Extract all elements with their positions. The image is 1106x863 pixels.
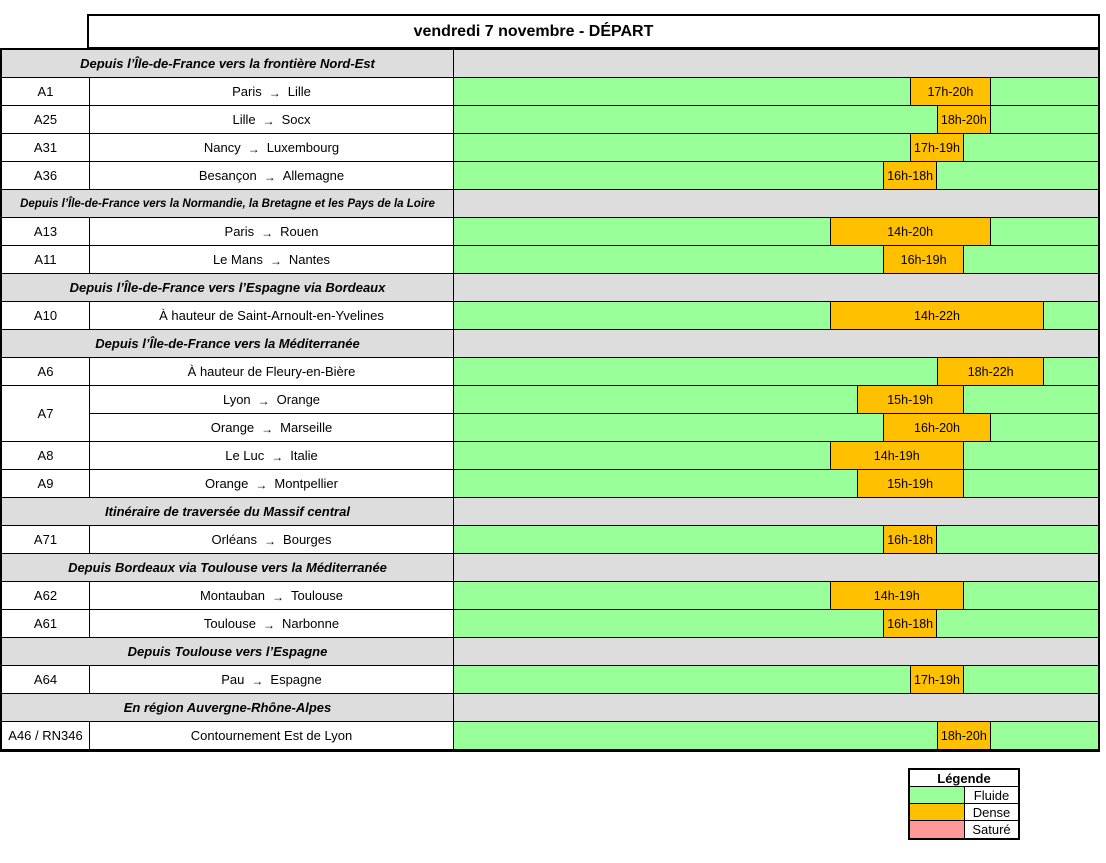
- road-lines: [90, 218, 1098, 246]
- road-line: [90, 582, 1098, 610]
- road-row: [2, 218, 1098, 246]
- route-arrow-icon: →: [272, 589, 284, 604]
- route-arrow-icon: →: [269, 253, 282, 268]
- road-lines: [90, 526, 1098, 554]
- road-code: A62: [2, 582, 90, 610]
- timeline-cell: [454, 722, 1098, 749]
- route-from-label: Lille: [232, 112, 256, 127]
- route-arrow-icon: →: [247, 141, 260, 156]
- route-arrow-icon: →: [263, 169, 276, 184]
- route-arrow-icon: →: [257, 393, 270, 408]
- road-lines: [90, 722, 1098, 750]
- road-code: A6: [2, 358, 90, 386]
- bar-time-label: 18h-20h: [940, 112, 987, 127]
- road-lines: [90, 78, 1098, 106]
- road-code: A25: [2, 106, 90, 134]
- route-from-label: Orange: [205, 476, 249, 491]
- road-row: [2, 246, 1098, 274]
- road-row: [2, 442, 1098, 470]
- route-cell: [90, 78, 454, 105]
- timeline-cell: [454, 666, 1098, 693]
- road-code: A13: [2, 218, 90, 246]
- route-arrow-icon: →: [262, 113, 275, 128]
- road-code: A1: [2, 78, 90, 106]
- route-cell: [90, 442, 454, 469]
- route-to-label: Socx: [281, 112, 311, 127]
- road-lines: [90, 302, 1098, 330]
- bar-time-label: 16h-19h: [900, 252, 947, 267]
- route-to-label: Narbonne: [281, 616, 340, 631]
- section-fill: [454, 638, 1098, 665]
- traffic-bar-dense: [857, 470, 964, 497]
- route-arrow-icon: →: [255, 477, 268, 492]
- section-fill: [454, 498, 1098, 525]
- section-title: Depuis l’Île-de-France vers la Normandie, la Bretagne et les Pays de la Loire: [2, 190, 454, 217]
- route-from-label: Paris: [224, 224, 255, 239]
- section-title: En région Auvergne-Rhône-Alpes: [2, 694, 454, 721]
- route-cell: [90, 722, 454, 749]
- legend-label-dense: Dense: [972, 804, 1011, 820]
- road-code: A36: [2, 162, 90, 190]
- legend-swatch-fluide: [910, 787, 965, 803]
- route-arrow-icon: →: [262, 617, 275, 632]
- traffic-table: [0, 48, 1100, 752]
- section-header-row: [2, 554, 1098, 582]
- route-to-label: Orange: [276, 392, 321, 407]
- road-code: A31: [2, 134, 90, 162]
- bar-time-label: 16h-18h: [887, 168, 934, 183]
- route-from-label: Toulouse: [203, 616, 256, 631]
- road-row: [2, 302, 1098, 330]
- route-cell: [90, 470, 454, 497]
- section-fill: [454, 190, 1098, 217]
- traffic-bar-dense: [937, 722, 991, 749]
- road-line: [90, 526, 1098, 554]
- road-line: [90, 666, 1098, 694]
- route-from-label: Orange: [210, 420, 255, 435]
- route-from-label: Le Mans: [212, 252, 263, 267]
- route-to-label: Montpellier: [274, 476, 338, 491]
- legend-rows: [910, 787, 1018, 838]
- traffic-bar-dense: [883, 162, 937, 189]
- section-header-row: [2, 190, 1098, 218]
- road-lines: [90, 246, 1098, 274]
- route-cell: [90, 162, 454, 189]
- route-cell: [90, 610, 454, 637]
- road-code: A9: [2, 470, 90, 498]
- section-fill: [454, 694, 1098, 721]
- road-code: A64: [2, 666, 90, 694]
- section-title: Depuis l’Île-de-France vers la Méditerranée: [2, 330, 454, 357]
- route-cell: [90, 358, 454, 385]
- road-lines: [90, 134, 1098, 162]
- route-arrow-icon: →: [251, 673, 264, 688]
- road-line: [90, 358, 1098, 386]
- route-to-label: Bourges: [283, 532, 332, 547]
- route-to-label: Luxembourg: [266, 140, 340, 155]
- road-line: [90, 134, 1098, 162]
- traffic-bar-dense: [830, 582, 964, 609]
- legend-item-fluide: [910, 787, 1018, 804]
- road-line: [90, 106, 1098, 134]
- route-label: À hauteur de Fleury-en-Bière: [187, 364, 356, 379]
- traffic-bar-dense: [883, 246, 964, 273]
- road-line: [90, 386, 1098, 414]
- route-to-label: Espagne: [270, 672, 322, 687]
- route-cell: [90, 246, 454, 273]
- legend: [908, 768, 1020, 840]
- road-lines: [90, 582, 1098, 610]
- timeline-cell: [454, 470, 1098, 497]
- traffic-bar-dense: [937, 106, 991, 133]
- route-from-label: Orléans: [211, 532, 258, 547]
- section-fill: [454, 330, 1098, 357]
- road-line: [90, 414, 1098, 442]
- road-line: [90, 610, 1098, 638]
- road-row: [2, 666, 1098, 694]
- road-line: [90, 470, 1098, 498]
- route-cell: [90, 218, 454, 245]
- bar-time-label: 16h-18h: [887, 532, 934, 547]
- road-lines: [90, 358, 1098, 386]
- route-label: Contournement Est de Lyon: [190, 728, 353, 743]
- road-row: [2, 582, 1098, 610]
- timeline-cell: [454, 106, 1098, 133]
- legend-title: Légende: [910, 770, 1018, 787]
- route-cell: [90, 526, 454, 553]
- timeline-cell: [454, 386, 1098, 413]
- route-from-label: Paris: [232, 84, 262, 99]
- route-label: À hauteur de Saint-Arnoult-en-Yvelines: [159, 308, 384, 323]
- traffic-bar-dense: [910, 78, 991, 105]
- timeline-cell: [454, 582, 1098, 609]
- bar-time-label: 17h-19h: [914, 140, 960, 155]
- bar-time-label: 17h-19h: [914, 672, 960, 687]
- legend-label-sature: Saturé: [972, 822, 1011, 837]
- road-lines: [90, 666, 1098, 694]
- bar-time-label: 15h-19h: [887, 392, 934, 407]
- timeline-cell: [454, 246, 1098, 273]
- road-line: [90, 78, 1098, 106]
- legend-swatch-dense: [910, 804, 965, 820]
- road-line: [90, 442, 1098, 470]
- timeline-cell: [454, 134, 1098, 161]
- timeline-cell: [454, 218, 1098, 245]
- timeline-cell: [454, 526, 1098, 553]
- bar-time-label: 14h-19h: [873, 588, 920, 603]
- bar-time-label: 14h-20h: [887, 224, 934, 239]
- road-code: A61: [2, 610, 90, 638]
- timeline-cell: [454, 302, 1098, 329]
- traffic-bar-dense: [830, 218, 991, 245]
- section-fill: [454, 274, 1098, 301]
- timeline-cell: [454, 162, 1098, 189]
- route-cell: [90, 666, 454, 693]
- legend-item-dense: [910, 804, 1018, 821]
- route-arrow-icon: →: [261, 421, 274, 436]
- road-code: A7: [2, 386, 90, 442]
- road-lines: [90, 386, 1098, 442]
- road-code: A8: [2, 442, 90, 470]
- section-header-row: [2, 330, 1098, 358]
- route-from-label: Besançon: [198, 168, 257, 183]
- timeline-cell: [454, 442, 1098, 469]
- traffic-bar-dense: [830, 442, 964, 469]
- traffic-bar-dense: [910, 666, 964, 693]
- timeline-cell: [454, 78, 1098, 105]
- section-header-row: [2, 638, 1098, 666]
- bar-time-label: 18h-22h: [967, 364, 1014, 379]
- road-lines: [90, 470, 1098, 498]
- road-lines: [90, 162, 1098, 190]
- road-row: [2, 470, 1098, 498]
- route-to-label: Rouen: [280, 224, 319, 239]
- section-header-row: [2, 694, 1098, 722]
- road-row: [2, 358, 1098, 386]
- bar-time-label: 16h-20h: [914, 420, 960, 435]
- section-title: Depuis l’Île-de-France vers l’Espagne via Bordeaux: [2, 274, 454, 301]
- route-arrow-icon: →: [261, 225, 274, 240]
- section-header-row: [2, 274, 1098, 302]
- traffic-bar-dense: [883, 526, 937, 553]
- bar-time-label: 16h-18h: [887, 616, 934, 631]
- section-title: Depuis Toulouse vers l’Espagne: [2, 638, 454, 665]
- road-row: [2, 162, 1098, 190]
- route-cell: [90, 134, 454, 161]
- road-lines: [90, 610, 1098, 638]
- route-to-label: Allemagne: [282, 168, 345, 183]
- route-cell: [90, 106, 454, 133]
- route-to-label: Lille: [287, 84, 311, 99]
- route-arrow-icon: →: [271, 449, 284, 464]
- traffic-bar-dense: [857, 386, 964, 413]
- route-cell: [90, 414, 454, 441]
- road-lines: [90, 442, 1098, 470]
- route-to-label: Marseille: [280, 420, 333, 435]
- traffic-bar-dense: [937, 358, 1044, 385]
- route-from-label: Le Luc: [225, 448, 265, 463]
- road-row: [2, 78, 1098, 106]
- timeline-cell: [454, 358, 1098, 385]
- route-arrow-icon: →: [268, 85, 281, 100]
- route-from-label: Lyon: [222, 392, 251, 407]
- section-title: Depuis l’Île-de-France vers la frontière Nord-Est: [2, 50, 454, 77]
- road-code: A10: [2, 302, 90, 330]
- route-from-label: Pau: [221, 672, 245, 687]
- section-header-row: [2, 50, 1098, 78]
- road-code: A46 / RN346: [2, 722, 90, 750]
- traffic-bar-dense: [910, 134, 964, 161]
- road-row: [2, 722, 1098, 750]
- road-row: [2, 134, 1098, 162]
- section-title: Depuis Bordeaux via Toulouse vers la Méditerranée: [2, 554, 454, 581]
- road-row: [2, 386, 1098, 442]
- road-line: [90, 302, 1098, 330]
- legend-swatch-sature: [910, 821, 965, 838]
- timeline-cell: [454, 610, 1098, 637]
- road-lines: [90, 106, 1098, 134]
- road-line: [90, 722, 1098, 750]
- legend-label-fluide: Fluide: [973, 787, 1010, 803]
- road-line: [90, 162, 1098, 190]
- traffic-bar-dense: [883, 610, 937, 637]
- traffic-bar-dense: [883, 414, 990, 441]
- route-to-label: Nantes: [288, 252, 331, 267]
- road-row: [2, 526, 1098, 554]
- bar-time-label: 14h-22h: [914, 308, 960, 323]
- road-code: A71: [2, 526, 90, 554]
- page-title-text: vendredi 7 novembre - DÉPART: [413, 22, 654, 40]
- traffic-bar-dense: [830, 302, 1045, 329]
- bar-time-label: 15h-19h: [887, 476, 934, 491]
- road-row: [2, 106, 1098, 134]
- bar-time-label: 18h-20h: [940, 728, 987, 743]
- bar-time-label: 17h-20h: [927, 84, 974, 99]
- section-fill: [454, 50, 1098, 77]
- route-cell: [90, 386, 454, 413]
- route-cell: [90, 302, 454, 329]
- legend-item-sature: [910, 821, 1018, 838]
- route-to-label: Italie: [290, 448, 318, 463]
- route-to-label: Toulouse: [291, 588, 344, 603]
- section-title: Itinéraire de traversée du Massif central: [2, 498, 454, 525]
- route-from-label: Montauban: [199, 588, 265, 603]
- road-code: A11: [2, 246, 90, 274]
- timeline-cell: [454, 414, 1098, 441]
- bar-time-label: 14h-19h: [873, 448, 920, 463]
- section-fill: [454, 554, 1098, 581]
- page-title: [87, 14, 1100, 49]
- road-line: [90, 218, 1098, 246]
- route-arrow-icon: →: [264, 533, 277, 548]
- section-header-row: [2, 498, 1098, 526]
- route-from-label: Nancy: [203, 140, 241, 155]
- road-row: [2, 610, 1098, 638]
- road-line: [90, 246, 1098, 274]
- route-cell: [90, 582, 454, 609]
